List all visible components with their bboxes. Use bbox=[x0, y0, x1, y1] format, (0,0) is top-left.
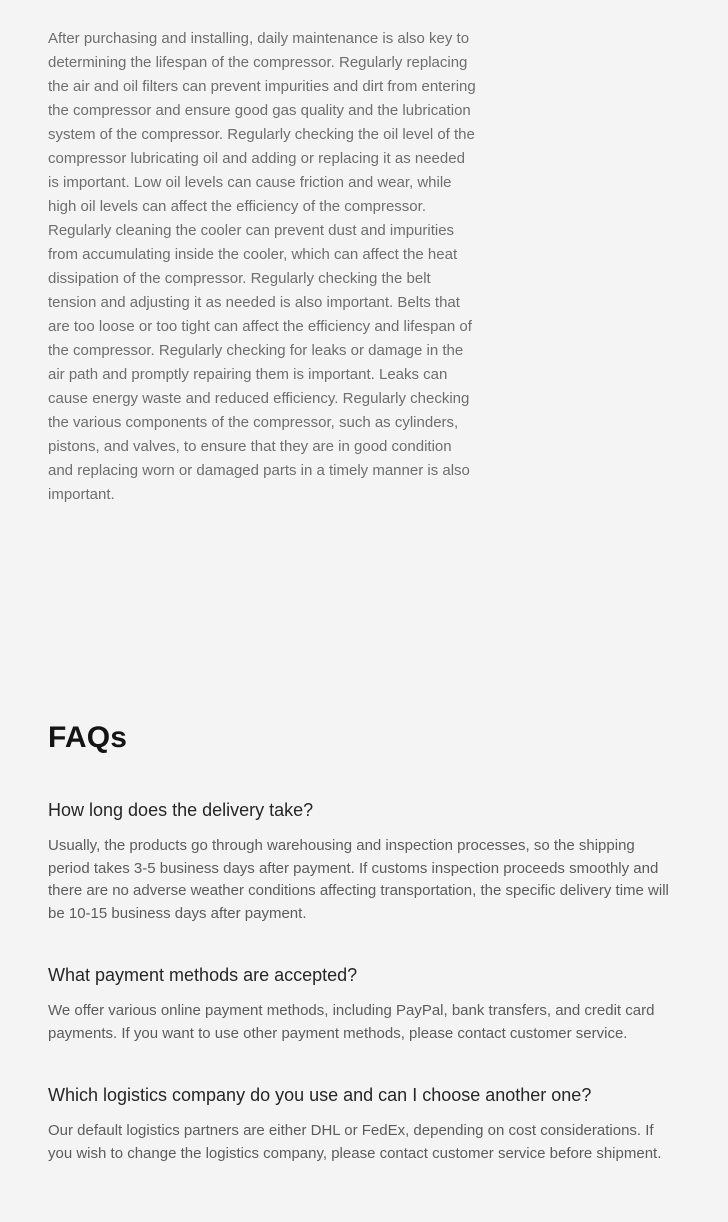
faq-answer-delivery: Usually, the products go through warehousing and inspection processes, so the shipping period takes 3-5 business days after payment. If customs inspection proceeds smoothly and there are no adverse weather conditions affecting transportation, the specific delivery time will be 10-15 business days after payment. bbox=[48, 837, 669, 922]
faq-item-delivery bbox=[48, 798, 680, 925]
faq-question-payment: What payment methods are accepted? bbox=[48, 965, 358, 985]
content-page bbox=[0, 27, 728, 1222]
faq-answer-logistics: Our default logistics partners are either DHL or FedEx, depending on cost considerations. If you wish to change the logistics company, please contact customer service before shipment. bbox=[48, 1122, 662, 1162]
faq-question-logistics: Which logistics company do you use and can I choose another one? bbox=[48, 1085, 592, 1105]
faq-answer-payment: We offer various online payment methods, including PayPal, bank transfers, and credit card payments. If you want to use other payment methods, please contact customer service. bbox=[48, 1002, 655, 1042]
faq-item-logistics bbox=[48, 1083, 680, 1165]
maintenance-intro-paragraph: After purchasing and installing, daily maintenance is also key to determining the lifespan of the compressor. Regularly replacing the air and oil filters can prevent impurities and dirt from entering the compressor and ensure good gas quality and the lubrication system of the compressor. Regularly checking the oil level of the compressor lubricating oil and adding or replacing it as needed is important. Low oil levels can cause friction and wear, while high oil levels can affect the efficiency of the compressor. Regularly cleaning the cooler can prevent dust and impurities from accumulating inside the cooler, which can affect the heat dissipation of the compressor. Regularly checking the belt tension and adjusting it as needed is also important. Belts that are too loose or too tight can affect the efficiency and lifespan of the compressor. Regularly checking for leaks or damage in the air path and promptly repairing them is important. Leaks can cause energy waste and reduced efficiency. Regularly checking the various components of the compressor, such as cylinders, pistons, and valves, to ensure that they are in good condition and replacing worn or damaged parts in a timely manner is also important. bbox=[48, 30, 476, 503]
faq-question-delivery: How long does the delivery take? bbox=[48, 800, 314, 820]
faq-item-payment bbox=[48, 963, 680, 1045]
faqs-heading: FAQs bbox=[48, 721, 128, 754]
